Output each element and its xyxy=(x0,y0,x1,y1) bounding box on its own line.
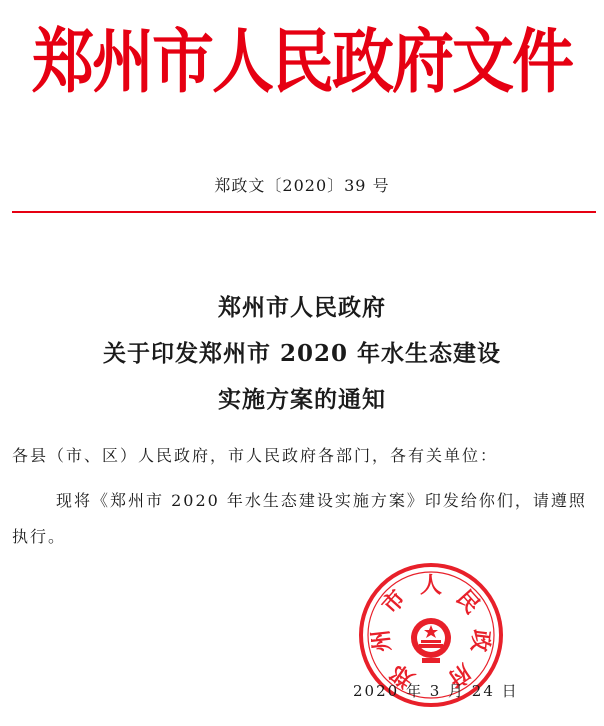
notice-title-line-1: 郑州市人民政府 xyxy=(218,294,386,321)
body-paragraph: 现将《郑州市 2020 年水生态建设实施方案》印发给你们，请遵照执行。 xyxy=(12,491,587,546)
issue-date: 2020 年 3 月 24 日 xyxy=(353,682,519,700)
seal-character: 政 xyxy=(466,628,494,654)
document-header-title: 郑州市人民政府文件 xyxy=(31,20,572,103)
seal-character: 郑 xyxy=(386,658,420,692)
seal-character: 人 xyxy=(419,573,443,599)
header-divider-rule xyxy=(12,211,596,213)
national-emblem-icon xyxy=(411,618,451,663)
seal-character: 州 xyxy=(368,628,396,654)
salutation-text: 各县（市、区）人民政府，市人民政府各部门，各有关单位： xyxy=(12,446,499,465)
notice-title xyxy=(0,285,604,423)
seal-character: 市 xyxy=(377,585,412,619)
seal-character: 民 xyxy=(450,585,485,619)
notice-title-line-3: 实施方案的通知 xyxy=(218,386,386,413)
notice-title-line-2: 关于印发郑州市 2020 年水生态建设 xyxy=(102,340,502,367)
document-number: 郑政文〔2020〕39 号 xyxy=(214,176,390,195)
seal-character: 府 xyxy=(442,658,476,692)
